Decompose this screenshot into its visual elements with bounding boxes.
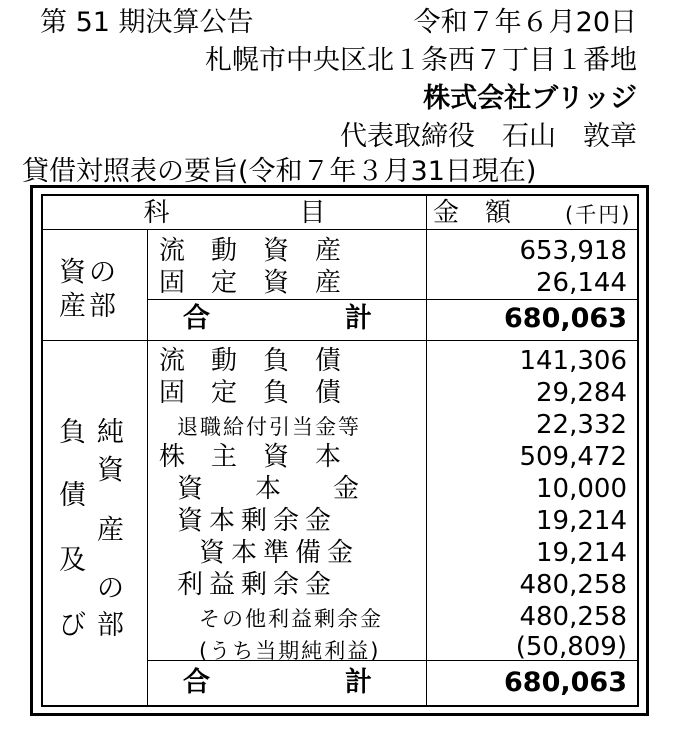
net-assets-label-char: の [97,573,124,604]
equity-row-label: 利益剰余金 [177,570,338,600]
net-assets-label-char: 産 [97,515,124,546]
unit-label: (千円) [565,203,632,227]
liability-row-label: 固 定 負 債 [159,378,342,408]
equity-row-value: 10,000 [536,474,627,504]
section-label-divider [147,229,148,705]
liab-label-char: び [59,610,86,641]
assets-section-divider [43,340,637,341]
announcement-date: 令和７年６月20日 [413,7,637,38]
asset-row-value: 26,144 [536,268,627,298]
liab-label-char: 及 [59,545,86,576]
column-header-amount: 金 額 [433,198,512,228]
liability-row-label: 流 動 負 債 [159,346,342,376]
header-divider [43,229,637,230]
balance-sheet-frame [30,185,649,716]
equity-row-label: 資本準備金 [199,538,360,568]
equity-row-value: 509,472 [519,442,627,472]
asset-row-value: 653,918 [519,236,627,266]
assets-section-label-1: 資の [59,257,119,288]
company-address: 札幌市中央区北１条西７丁目１番地 [205,45,637,76]
company-name: 株式会社ブリッジ [423,83,637,114]
equity-row-value: 480,258 [519,570,627,600]
equity-row-value: 19,214 [536,538,627,568]
period-title: 第 51 期決算公告 [40,7,254,38]
equity-row-value: 480,258 [519,602,627,632]
amount-column-divider [426,196,427,705]
balance-sheet-table [41,194,639,707]
asset-row-label: 固 定 資 産 [159,268,342,298]
document-title: 貸借対照表の要旨(令和７年３月31日現在) [22,156,537,187]
assets-total-value: 680,063 [504,303,627,334]
representative: 代表取締役 石山 敦章 [340,121,637,152]
assets-total-label: 合 計 [183,303,372,334]
assets-total-divider [147,299,637,300]
asset-row-label: 流 動 資 産 [159,236,342,266]
liab-label-char: 負 [59,417,86,448]
net-assets-label-char: 純 [97,417,124,448]
liab-label-char: 債 [59,480,86,511]
liability-row-label: 退職給付引当金等 [177,415,361,439]
liability-row-value: 141,306 [519,346,627,376]
equity-row-label: 株 主 資 本 [159,442,342,472]
liabilities-total-value: 680,063 [504,667,627,698]
equity-row-value: 19,214 [536,506,627,536]
equity-row-label: 資 本 金 [177,474,360,504]
equity-row-value: (50,809) [515,632,627,662]
net-assets-label-char: 資 [97,455,124,486]
equity-row-label: (うち当期純利益) [199,639,381,663]
liabilities-total-label: 合 計 [183,667,372,698]
equity-row-label: その他利益剰余金 [199,607,383,631]
net-assets-label-char: 部 [97,610,124,641]
liability-row-value: 29,284 [536,378,627,408]
liability-row-value: 22,332 [536,410,627,440]
equity-row-label: 資本剰余金 [177,506,338,536]
column-header-item: 科 目 [143,198,326,228]
assets-section-label-2: 産部 [59,291,119,322]
